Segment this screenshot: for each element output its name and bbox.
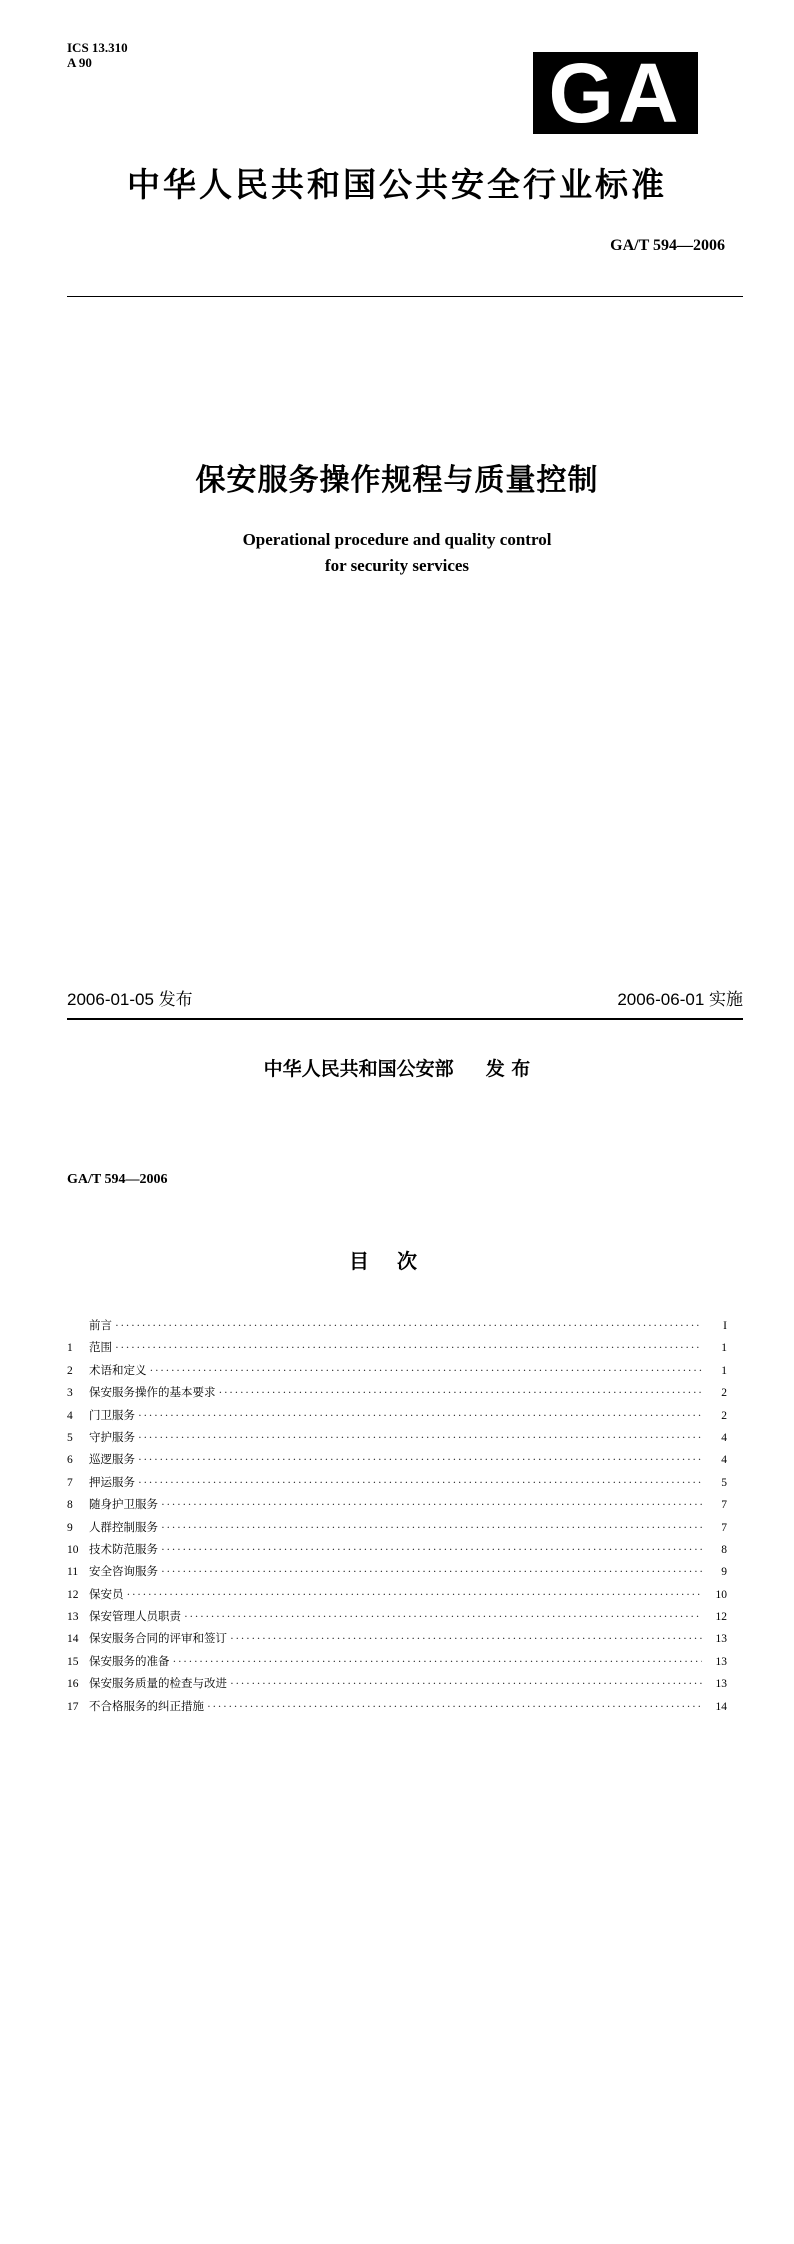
- toc-entry[interactable]: [67, 1381, 727, 1403]
- toc-entry[interactable]: [67, 1448, 727, 1470]
- implement-date: 2006-06-01 实施: [617, 990, 743, 1009]
- toc-dot-leader: [161, 1539, 702, 1561]
- toc-entry-label: 技术防范服务: [89, 1541, 158, 1556]
- ics-code: ICS 13.310: [67, 40, 128, 55]
- title-en-line-1: Operational procedure and quality control: [242, 530, 552, 549]
- toc-dot-leader: [138, 1472, 702, 1494]
- standard-code: GA/T 594—2006: [610, 237, 725, 254]
- toc-entry-label: 保安服务质量的检查与改进: [89, 1676, 227, 1691]
- toc-entry-label: 保安服务的准备: [89, 1653, 170, 1668]
- toc-entry[interactable]: [67, 1336, 727, 1358]
- toc-entry-page: 9: [721, 1566, 727, 1579]
- toc-entry[interactable]: [67, 1605, 727, 1627]
- toc-entry[interactable]: [67, 1493, 727, 1515]
- toc-entry-number: 15: [67, 1655, 79, 1668]
- toc-entry-label: 安全咨询服务: [89, 1564, 158, 1579]
- toc-entry[interactable]: [67, 1672, 727, 1694]
- toc-entry[interactable]: [67, 1538, 727, 1560]
- toc-entry-number: 7: [67, 1476, 73, 1489]
- issue-date: 2006-01-05 发布: [67, 990, 193, 1009]
- toc-dot-leader: [161, 1561, 702, 1583]
- issuer-name: 中华人民共和国公安部: [263, 1058, 454, 1080]
- toc-entry-number: 14: [67, 1633, 79, 1646]
- toc-entry-label: 保安员: [89, 1586, 124, 1601]
- toc-entry-label: 守护服务: [89, 1429, 135, 1444]
- toc-entry-number: 4: [67, 1409, 73, 1422]
- toc-entry-label: 保安服务合同的评审和签订: [89, 1631, 227, 1646]
- toc-dot-leader: [138, 1405, 702, 1427]
- toc-entry-label: 前言: [89, 1318, 112, 1332]
- toc-entry[interactable]: [67, 1516, 727, 1538]
- toc-dot-leader: [138, 1449, 702, 1471]
- toc-entry-number: 10: [67, 1543, 79, 1556]
- toc-entry-number: 13: [67, 1611, 79, 1624]
- toc-dot-leader: [230, 1673, 702, 1695]
- standard-title: 中华人民共和国公共安全行业标准: [127, 165, 667, 204]
- table-of-contents: [67, 1314, 727, 1717]
- toc-entry-number: 3: [67, 1387, 73, 1400]
- issuer-action: 发 布: [485, 1058, 531, 1080]
- toc-entry-label: 门卫服务: [89, 1407, 135, 1422]
- bottom-divider: [67, 1018, 743, 1020]
- toc-dot-leader: [115, 1337, 702, 1359]
- toc-entry-page: 13: [715, 1678, 727, 1691]
- document-title-en: [67, 527, 727, 579]
- toc-entry-page: 5: [721, 1476, 727, 1489]
- toc-entry-label: 保安服务操作的基本要求: [89, 1385, 216, 1400]
- toc-dot-leader: [161, 1517, 702, 1539]
- ga-logo: GA: [533, 52, 698, 134]
- page-header-code: GA/T 594—2006: [67, 1172, 168, 1187]
- issuer-line: [67, 1054, 727, 1081]
- toc-entry-page: 7: [721, 1499, 727, 1512]
- toc-entry-number: 6: [67, 1454, 73, 1467]
- toc-entry-number: 8: [67, 1499, 73, 1512]
- toc-dot-leader: [230, 1628, 702, 1650]
- contents-heading: 目次: [349, 1249, 445, 1273]
- toc-entry-page: 8: [721, 1543, 727, 1556]
- toc-entry-page: 13: [715, 1633, 727, 1646]
- toc-entry-page: 12: [715, 1611, 727, 1624]
- toc-entry-number: 9: [67, 1521, 73, 1534]
- toc-dot-leader: [219, 1382, 703, 1404]
- toc-dot-leader: [207, 1696, 702, 1718]
- toc-entry-page: 7: [721, 1521, 727, 1534]
- toc-entry-label: 范围: [89, 1340, 112, 1355]
- toc-entry[interactable]: [67, 1583, 727, 1605]
- toc-entry-page: 1: [721, 1342, 727, 1355]
- toc-entry[interactable]: [67, 1314, 727, 1336]
- toc-entry-label: 随身护卫服务: [89, 1497, 158, 1512]
- toc-dot-leader: [138, 1427, 702, 1449]
- toc-entry-number: 16: [67, 1678, 79, 1691]
- toc-entry-page: 2: [721, 1387, 727, 1400]
- toc-dot-leader: [115, 1315, 702, 1337]
- title-en-line-2: for security services: [324, 556, 470, 575]
- toc-entry-label: 巡逻服务: [89, 1452, 135, 1467]
- toc-entry[interactable]: [67, 1560, 727, 1582]
- toc-entry-page: I: [723, 1320, 727, 1332]
- toc-dot-leader: [184, 1606, 702, 1628]
- toc-dot-leader: [173, 1651, 703, 1673]
- toc-entry[interactable]: [67, 1426, 727, 1448]
- toc-dot-leader: [127, 1584, 703, 1606]
- toc-entry-label: 人群控制服务: [89, 1519, 158, 1534]
- toc-dot-leader: [150, 1360, 703, 1382]
- toc-entry[interactable]: [67, 1404, 727, 1426]
- toc-entry-number: 17: [67, 1700, 79, 1713]
- toc-entry-page: 13: [715, 1655, 727, 1668]
- toc-entry-number: 2: [67, 1364, 73, 1377]
- toc-entry-page: 1: [721, 1364, 727, 1377]
- toc-entry[interactable]: [67, 1650, 727, 1672]
- toc-entry-number: 11: [67, 1566, 79, 1579]
- toc-entry-page: 4: [721, 1431, 727, 1444]
- toc-entry-label: 押运服务: [89, 1474, 135, 1489]
- toc-entry-label: 保安管理人员职责: [89, 1609, 181, 1624]
- toc-entry[interactable]: [67, 1627, 727, 1649]
- toc-entry-label: 术语和定义: [89, 1362, 147, 1377]
- toc-entry-page: 14: [715, 1700, 727, 1713]
- toc-dot-leader: [161, 1494, 702, 1516]
- top-divider: [67, 296, 743, 297]
- toc-entry-page: 4: [721, 1454, 727, 1467]
- class-code: A 90: [67, 55, 92, 70]
- toc-entry[interactable]: [67, 1695, 727, 1717]
- toc-entry[interactable]: [67, 1359, 727, 1381]
- toc-entry[interactable]: [67, 1471, 727, 1493]
- toc-entry-number: 1: [67, 1342, 73, 1355]
- document-title-cn: 保安服务操作规程与质量控制: [195, 463, 599, 498]
- toc-entry-page: 10: [715, 1588, 727, 1601]
- toc-entry-page: 2: [721, 1409, 727, 1422]
- toc-entry-label: 不合格服务的纠正措施: [89, 1698, 204, 1713]
- toc-entry-number: 12: [67, 1588, 79, 1601]
- ics-classification: [67, 40, 128, 70]
- toc-entry-number: 5: [67, 1431, 73, 1444]
